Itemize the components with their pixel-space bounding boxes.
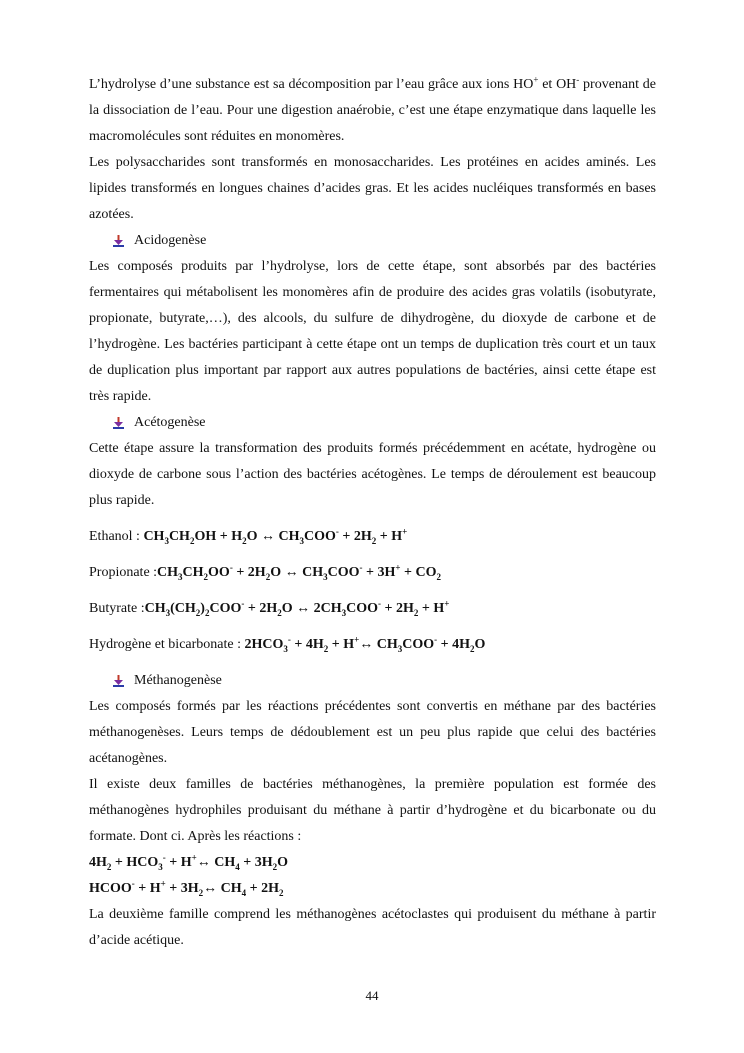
heading-label: Acidogenèse (134, 233, 207, 248)
acetogenese-paragraph: Cette étape assure la transformation des produits formés précédemment en acétate, hydrogène ou dioxyde de carbone sous l’action des bactéries acétogènes. Le temps de déroulement est beaucoup plus rapide. (89, 441, 656, 508)
heading-label: Méthanogenèse (134, 673, 222, 688)
equation-ethanol: Ethanol : $CH_3CH_2OH + H_2O$ ↔ $CH_3COO^- + 2H_2 + H^+$ (89, 526, 408, 546)
heading-label: Acétogenèse (134, 415, 206, 430)
bullet-arrow-icon (113, 675, 124, 687)
equation-hydrogene-bicarbonate: Hydrogène et bicarbonate : $2HCO_3^- + 4H_2$ + H+↔ $CH_3COO^- + 4H_2O$ (89, 634, 486, 654)
intro-paragraph-2: Les polysaccharides sont transformés en monosaccharides. Les protéines en acides aminés. Les lipides transformés en longues chaines d’acides gras. Et les acides nucléiques transformés en bases azotées. (89, 155, 656, 222)
heading-acetogenese (113, 410, 656, 436)
equation-label: Butyrate : (89, 601, 145, 616)
heading-methanogenese (113, 668, 656, 694)
equation-label: Ethanol : (89, 529, 144, 544)
methanogenese-paragraph-1: Les composés formés par les réactions précédentes sont convertis en méthane par des bactéries méthanogenèses. Leurs temps de dédoublement est un peu plus rapide que celui des bactéries acétanogènes. (89, 699, 656, 766)
bullet-arrow-icon (113, 417, 124, 429)
page-number: 44 (365, 988, 379, 1003)
intro-paragraph-1: L’hydrolyse d’une substance est sa décomposition par l’eau grâce aux ions HO+ et OH- provenant de la dissociation de l’eau. Pour une digestion anaérobie, c’est une étape enzymatique dans laquelle les macromolécules sont réduites en monomères. (89, 74, 657, 144)
heading-acidogenese (113, 228, 656, 254)
bullet-arrow-icon (113, 235, 124, 247)
equation-methane-formate: HCOO- + $H^+ + 3H_2\leftrightarrow$ $CH_4 + 2H_2$ (89, 878, 284, 898)
equation-methane-hydrogen: $4H_2 + HCO_3^-$ + H+↔ $CH_4 + 3H_2O$ (89, 852, 289, 872)
methanogenese-paragraph-3: La deuxième famille comprend les méthanogènes acétoclastes qui produisent du méthane à partir d’acide acétique. (89, 907, 656, 948)
equation-label: Propionate : (89, 565, 158, 580)
acidogenese-paragraph: Les composés produits par l’hydrolyse, lors de cette étape, sont absorbés par des bactéries fermentaires qui métabolisent les monomères afin de produire des acides gras volatils (isobutyrate, propionate, butyrate,…), des alcools, du sulfure de dihydrogène, du dioxyde de carbone et de l’hydrogène. Les bactéries participant à cette étape ont un temps de duplication très court et un taux de duplication plus important par rapport aux autres populations de bactéries, ainsi cette étape est très rapide. (89, 259, 656, 404)
equation-propionate: Propionate $:CH_3CH_2OO^- + 2H_2O$ ↔ $CH_3COO^- + 3H^+ + CO_2$ (89, 562, 441, 582)
equation-butyrate: Butyrate $:CH_3(CH_2)_2COO^- + 2H_2O$ ↔ $2CH_3COO^- + 2H_2 + H^+$ (89, 598, 450, 618)
document-page (89, 72, 656, 954)
methanogenese-paragraph-2: Il existe deux familles de bactéries méthanogènes, la première population est formée des méthanogènes hydrophiles produisant du méthane à partir d’hydrogène et du bicarbonate ou du formate. Dont ci. Après les réactions : (89, 777, 656, 844)
equation-label: Hydrogène et bicarbonate : (89, 637, 245, 652)
